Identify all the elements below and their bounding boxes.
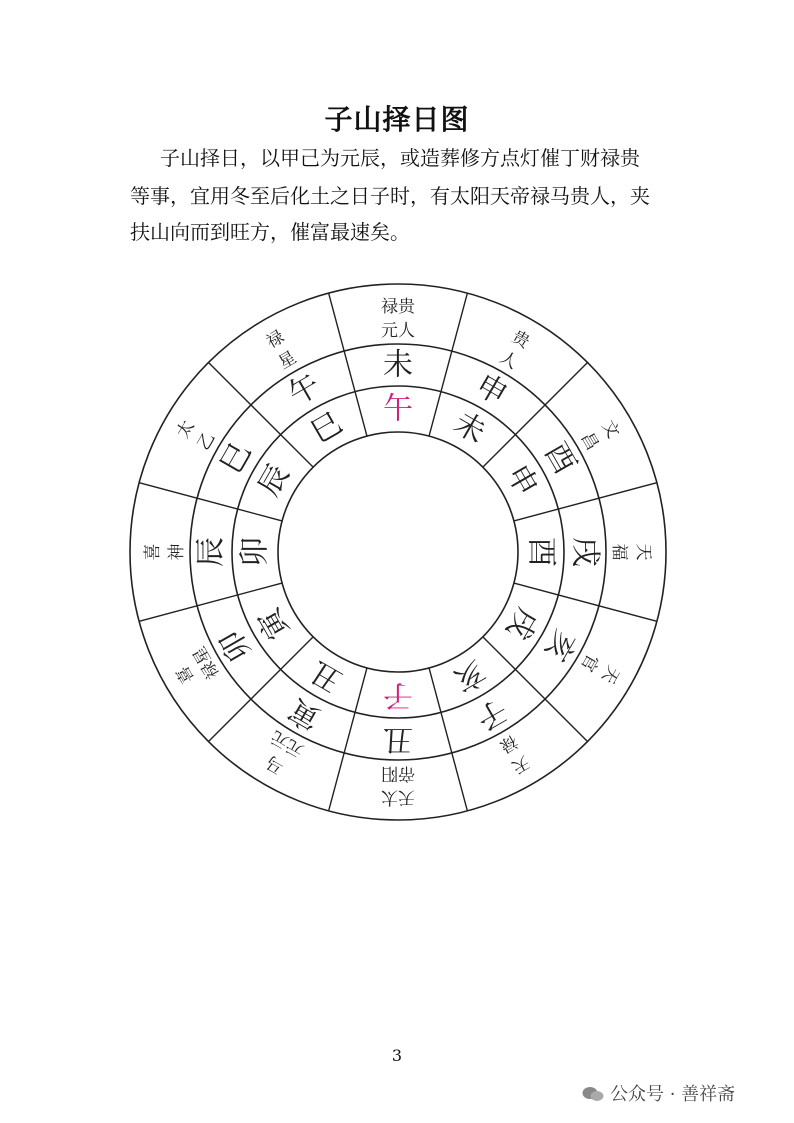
inner-ring-char: 亥 [447,653,492,699]
page-title: 子山择日图 [324,103,470,136]
outer-label-text: 文 [597,417,624,442]
middle-ring-char: 酉 [537,436,583,481]
outer-label-text: 禄贵 [381,297,415,317]
outer-label-text: 马 [263,751,288,778]
outer-label-text: 天太 [381,787,415,807]
middle-ring-char: 未 [383,347,413,383]
inner-ring-char: 未 [447,405,492,451]
middle-ring-char: 巳 [213,436,259,481]
paragraph-line-1: 子山择日，以甲己为元辰，或造葬修方点灯催丁财禄贵 [160,146,640,170]
outer-label-text: 元人 [381,321,415,341]
inner-ring-char: 巳 [304,405,349,451]
outer-label-text: 喜 [143,543,163,561]
wechat-icon [582,1086,604,1102]
inner-ring-char-highlight: 午 [383,391,413,427]
inner-circle [278,432,518,672]
page-number: 3 [391,1046,403,1065]
outer-label-text: 乙 [193,429,220,454]
outer-label-text: 神 [167,543,187,561]
paragraph-line-2: 等事，宜用冬至后化土之日子时，有太阳天帝禄马贵人，夹 [130,184,650,208]
outer-label-text: 天 [597,662,624,687]
outer-label-text: 天 [508,751,533,778]
outer-label-text: 天 [633,543,653,561]
inner-ring-char: 申 [499,458,545,503]
middle-ring-char: 子 [469,691,514,737]
outer-label-text: 禄星 [189,642,224,683]
outer-label-text: 喜 [172,662,199,687]
inner-ring-char: 卯 [237,537,273,567]
inner-ring-char: 寅 [251,601,297,646]
outer-label-text: 禄 [263,326,288,353]
middle-ring-char: 辰 [193,537,229,567]
middle-ring-char: 寅 [282,691,327,737]
middle-ring-char: 卯 [213,623,259,668]
outer-label-text: 官 [576,650,603,675]
outer-label-text: 元元 [267,726,308,761]
outer-label-text: 禄 [496,730,521,757]
watermark-text: 公众号 · 善祥斋 [610,1084,736,1105]
outer-label-text: 贵 [508,326,533,353]
inner-ring-char: 戌 [499,601,545,646]
paragraph-line-3: 扶山向而到旺方，催富最速矣。 [130,220,410,244]
inner-ring-char: 丑 [304,653,349,699]
outer-label-text: 太 [172,417,199,442]
middle-ring-char: 亥 [537,623,583,668]
watermark [582,1080,735,1106]
outer-label-text: 昌 [576,429,603,454]
outer-label-text: 帝阳 [381,763,415,783]
middle-ring-char: 丑 [383,721,413,757]
outer-label-text: 福 [609,543,629,561]
middle-ring-char: 申 [469,367,514,413]
middle-ring-char: 戌 [567,537,603,567]
inner-ring-char: 辰 [251,458,297,503]
outer-label-text: 人 [496,347,521,374]
middle-ring-char: 午 [282,367,327,413]
inner-ring-char: 酉 [523,537,559,567]
outer-label-text: 星 [275,347,300,374]
inner-ring-char-highlight: 子 [383,677,413,713]
